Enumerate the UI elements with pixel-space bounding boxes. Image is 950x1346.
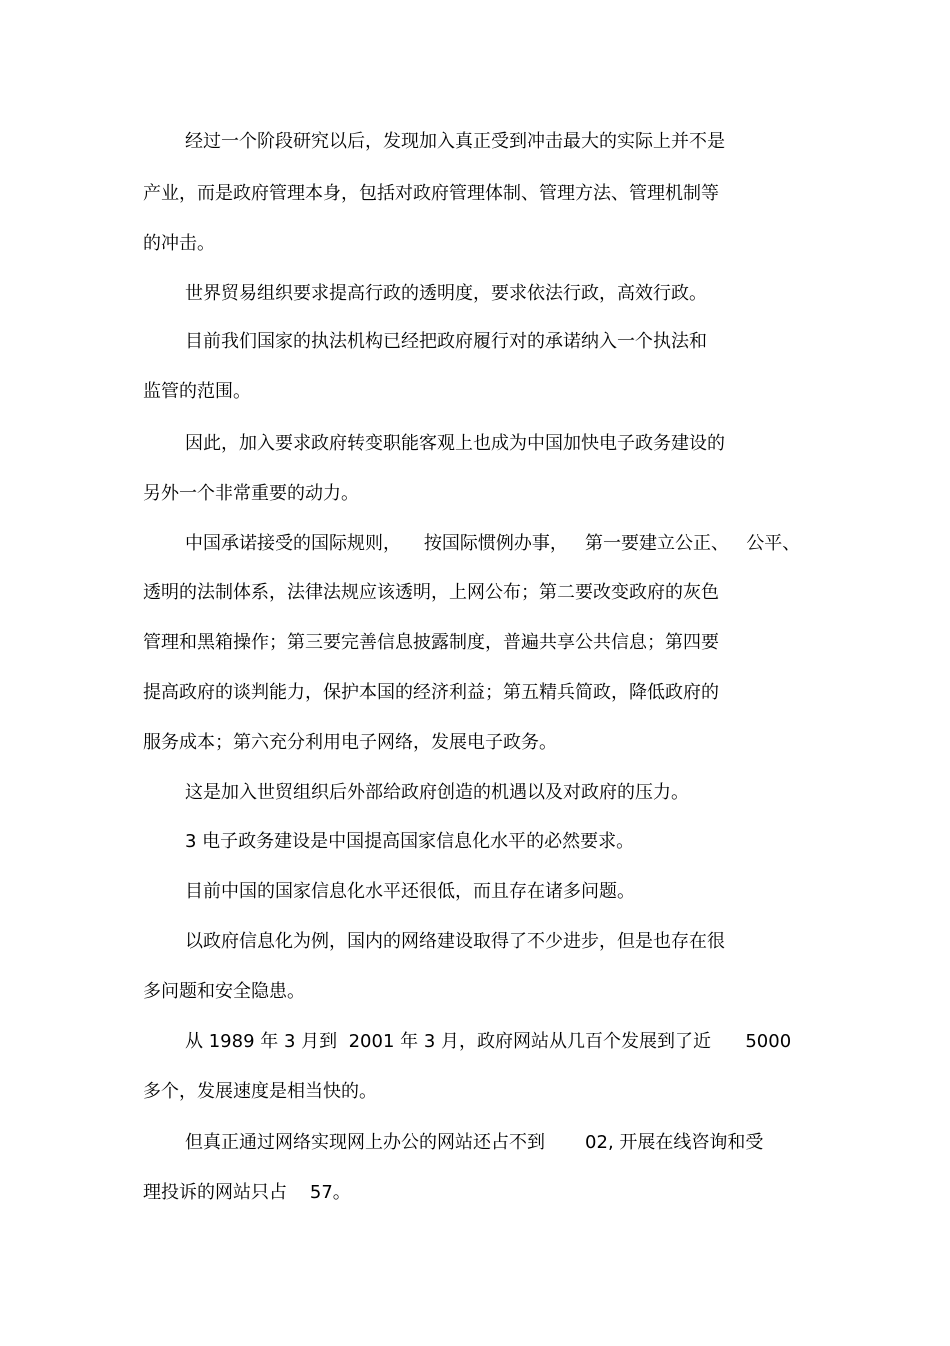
text-line: 管理和黑箱操作；第三要完善信息披露制度，普遍共享公共信息；第四要 bbox=[143, 632, 719, 653]
text-line: 监管的范围。 bbox=[143, 381, 251, 402]
text-line: 透明的法制体系，法律法规应该透明，上网公布；第二要改变政府的灰色 bbox=[143, 582, 719, 603]
text-line: 3 电子政务建设是中国提高国家信息化水平的必然要求。 bbox=[185, 831, 635, 852]
text-line: 目前我们国家的执法机构已经把政府履行对的承诺纳入一个执法和 bbox=[185, 331, 707, 352]
text-line: 这是加入世贸组织后外部给政府创造的机遇以及对政府的压力。 bbox=[185, 782, 689, 803]
text-line: 因此，加入要求政府转变职能客观上也成为中国加快电子政务建设的 bbox=[185, 433, 725, 454]
text-line: 另外一个非常重要的动力。 bbox=[143, 483, 359, 504]
text-line: 但真正通过网络实现网上办公的网站还占不到 02, 开展在线咨询和受 bbox=[185, 1132, 764, 1153]
text-line: 经过一个阶段研究以后，发现加入真正受到冲击最大的实际上并不是 bbox=[185, 131, 725, 152]
text-line: 服务成本；第六充分利用电子网络，发展电子政务。 bbox=[143, 732, 557, 753]
text-line: 的冲击。 bbox=[143, 233, 215, 254]
text-line: 从 1989 年 3 月到 2001 年 3 月，政府网站从几百个发展到了近 5000 bbox=[185, 1031, 792, 1052]
text-line: 产业，而是政府管理本身，包括对政府管理体制、管理方法、管理机制等 bbox=[143, 183, 719, 204]
text-line: 以政府信息化为例，国内的网络建设取得了不少进步，但是也存在很 bbox=[185, 931, 725, 952]
text-line: 多个，发展速度是相当快的。 bbox=[143, 1081, 377, 1102]
text-line: 多问题和安全隐患。 bbox=[143, 981, 305, 1002]
text-line: 目前中国的国家信息化水平还很低，而且存在诸多问题。 bbox=[185, 881, 635, 902]
text-line: 世界贸易组织要求提高行政的透明度，要求依法行政，高效行政。 bbox=[185, 283, 707, 304]
text-line: 中国承诺接受的国际规则， 按国际惯例办事， 第一要建立公正、 公平、 bbox=[185, 533, 801, 554]
text-line: 理投诉的网站只占 57。 bbox=[143, 1182, 351, 1203]
text-line: 提高政府的谈判能力，保护本国的经济利益；第五精兵简政，降低政府的 bbox=[143, 682, 719, 703]
